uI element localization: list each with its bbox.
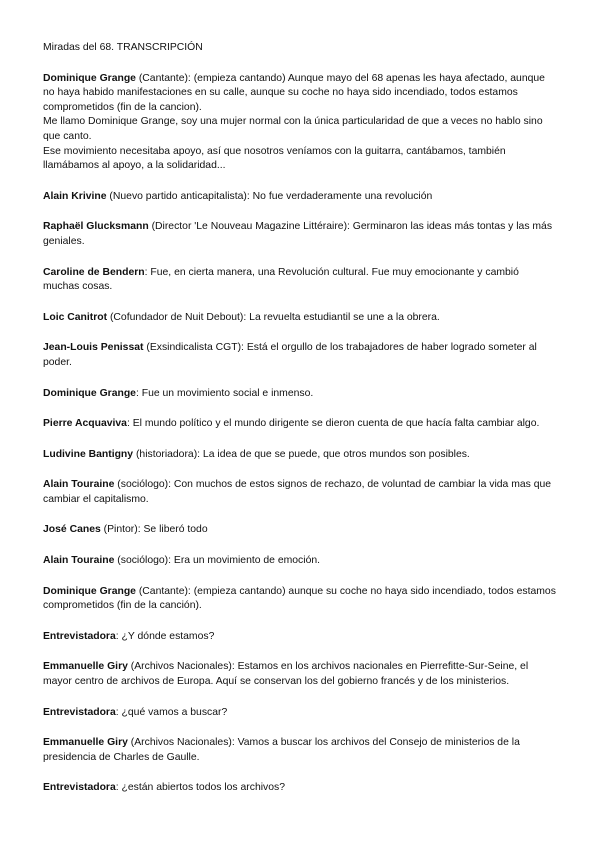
transcript-entry: [43, 660, 558, 689]
transcript-entry: [43, 448, 558, 463]
transcript-entry: [43, 341, 558, 370]
transcript-entry: [43, 706, 558, 721]
transcript-entry: [43, 72, 558, 174]
speaker-name: Entrevistadora: [43, 630, 116, 642]
transcript-entry: [43, 554, 558, 569]
speech-text: (Director 'Le Nouveau Magazine Littéraire): Germinaron las ideas más tontas y las más geniales.: [43, 221, 553, 247]
speech-text: (Cantante): (empieza cantando) Aunque mayo del 68 apenas les haya afectado, aunque no haya habido manifestaciones en su calle, aunque su coche no haya sido incendiado, todos estamos comprometidos (fin de la cancion).: [43, 72, 545, 113]
speech-text: : ¿están abiertos todos los archivos?: [115, 782, 285, 794]
speaker-name: Alain Krivine: [43, 190, 107, 202]
transcript-entry: [43, 417, 558, 432]
speaker-name: Loic Canitrot: [43, 311, 108, 323]
transcript-entry: [43, 311, 558, 326]
speech-text: Ese movimiento necesitaba apoyo, así que nosotros veníamos con la guitarra, cantábamos, también llamábamos al apoyo, a la solidaridad...: [43, 145, 506, 172]
transcript-entry: [43, 220, 558, 249]
speaker-name: Ludivine Bantigny: [43, 448, 134, 460]
speaker-name: Dominique Grange: [43, 387, 136, 399]
speaker-name: Alain Touraine: [43, 479, 115, 491]
speaker-name: Alain Touraine: [43, 555, 115, 567]
speech-text: : Fue un movimiento social e inmenso.: [135, 387, 314, 399]
speech-text: (Cantante): (empieza cantando) aunque su coche no haya sido incendiado, todos estamos comprometidos (fin de la canción).: [43, 585, 556, 612]
transcript-entry: [43, 478, 558, 507]
speech-text: (Cofundador de Nuit Debout): La revuelta estudiantil se une a la obrera.: [107, 311, 440, 323]
speaker-name: Jean-Louis Penissat: [43, 342, 144, 354]
transcript-entry: [43, 630, 558, 645]
speech-text: : El mundo político y el mundo dirigente se dieron cuenta de que hacía falta cambiar algo.: [126, 418, 540, 430]
speech-text: (sociólogo): Con muchos de estos signos de rechazo, de voluntad de cambiar la vida mas que cambiar el capitalismo.: [43, 479, 552, 505]
transcript-entry: [43, 781, 558, 796]
speech-text: (Exsindicalista CGT): Está el orgullo de los trabajadores de haber logrado someter al poder.: [43, 342, 537, 368]
speech-text: (Archivos Nacionales): Estamos en los archivos nacionales en Pierrefitte-Sur-Seine, el mayor centro de archivos de Europa. Aquí se conservan los del gobierno francés y de los ministerios.: [43, 661, 529, 688]
speech-text: : ¿Y dónde estamos?: [115, 630, 215, 642]
speech-text: (sociólogo): Era un movimiento de emoción.: [114, 555, 321, 567]
speech-text: (Pintor): Se liberó todo: [100, 524, 208, 536]
transcript-entry: [43, 266, 558, 295]
speech-text: (historiadora): La idea de que se puede, que otros mundos son posibles.: [133, 448, 470, 460]
entry-line: [43, 72, 558, 116]
transcript-entry: [43, 523, 558, 538]
speaker-name: Entrevistadora: [43, 706, 116, 718]
transcript-entry: [43, 190, 558, 205]
document-page: [43, 41, 558, 812]
transcript-entry: [43, 585, 558, 614]
speaker-name: Raphaël Glucksmann: [43, 221, 149, 233]
speech-text: (Archivos Nacionales): Vamos a buscar los archivos del Consejo de ministerios de la presidencia de Charles de Gaulle.: [43, 737, 520, 763]
speaker-name: Emmanuelle Giry: [43, 737, 128, 749]
speaker-name: Entrevistadora: [43, 782, 116, 794]
speech-text: : Fue, en cierta manera, una Revolución cultural. Fue muy emocionante y cambió muchas cosas.: [43, 266, 519, 293]
speaker-name: Emmanuelle Giry: [43, 661, 128, 673]
speaker-name: Dominique Grange: [43, 72, 136, 84]
speech-text: (Nuevo partido anticapitalista): No fue verdaderamente una revolución: [106, 190, 433, 202]
speaker-name: Dominique Grange: [43, 585, 136, 597]
transcript-entry: [43, 736, 558, 765]
speech-text: : ¿qué vamos a buscar?: [115, 706, 228, 718]
speaker-name: José Canes: [43, 524, 101, 536]
speech-text: Me llamo Dominique Grange, soy una mujer normal con la única particularidad de que a veces no hablo sino que canto.: [43, 116, 543, 142]
transcript-entry: [43, 387, 558, 402]
document-title: Miradas del 68. TRANSCRIPCIÓN: [43, 42, 203, 53]
speaker-name: Caroline de Bendern: [43, 266, 145, 278]
speaker-name: Pierre Acquaviva: [43, 418, 127, 430]
